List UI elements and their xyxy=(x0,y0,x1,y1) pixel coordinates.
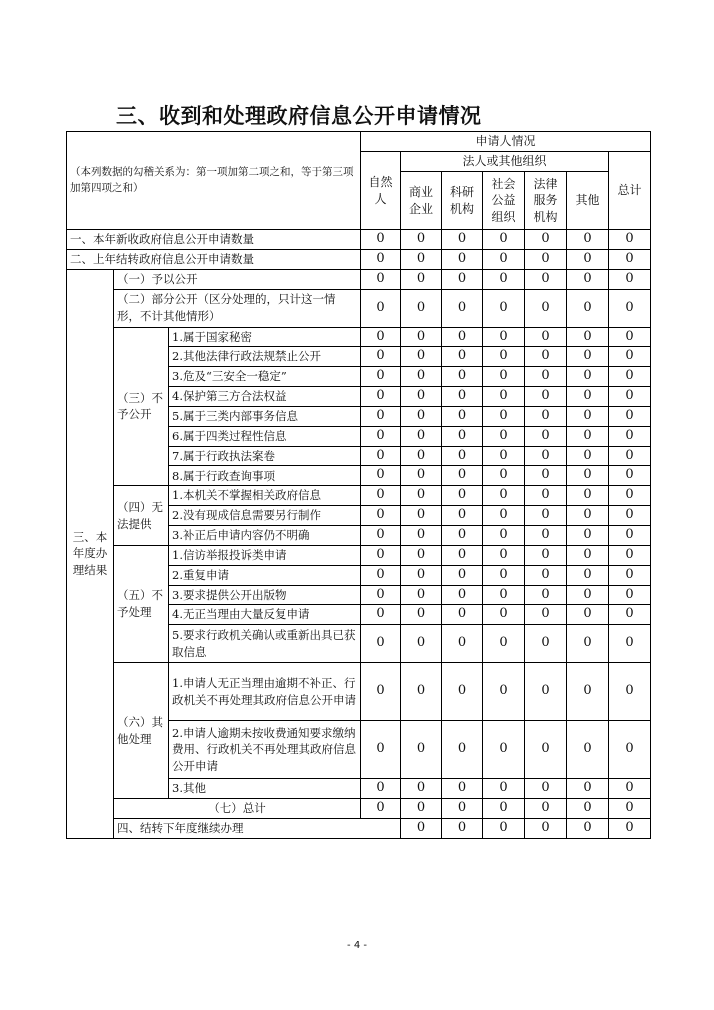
value-cell: 0 xyxy=(401,779,442,799)
header-total: 总计 xyxy=(609,152,651,230)
value-cell: 0 xyxy=(609,799,651,819)
value-cell: 0 xyxy=(483,230,525,250)
header-commercial: 商业企业 xyxy=(401,172,442,230)
value-cell: 0 xyxy=(525,466,567,486)
header-legal-service: 法律服务机构 xyxy=(525,172,567,230)
value-cell: 0 xyxy=(442,818,483,838)
table-row xyxy=(67,818,651,838)
value-cell: 0 xyxy=(361,406,401,426)
value-cell: 0 xyxy=(567,605,609,625)
value-cell: 0 xyxy=(401,347,442,367)
value-cell: 0 xyxy=(525,818,567,838)
value-cell: 0 xyxy=(525,347,567,367)
value-cell: 0 xyxy=(442,387,483,407)
value-cell: 0 xyxy=(361,721,401,779)
value-cell: 0 xyxy=(483,818,525,838)
value-cell: 0 xyxy=(609,387,651,407)
row-label: 4.无正当理由大量反复申请 xyxy=(169,605,361,625)
table-row xyxy=(67,269,651,289)
value-cell: 0 xyxy=(442,289,483,327)
value-cell: 0 xyxy=(525,406,567,426)
value-cell: 0 xyxy=(525,446,567,466)
value-cell: 0 xyxy=(525,367,567,387)
row-label: 1.信访举报投诉类申请 xyxy=(169,545,361,565)
table-row xyxy=(67,327,651,347)
value-cell: 0 xyxy=(442,605,483,625)
row-label: 6.属于四类过程性信息 xyxy=(169,426,361,446)
value-cell: 0 xyxy=(525,327,567,347)
value-cell: 0 xyxy=(442,230,483,250)
value-cell: 0 xyxy=(483,327,525,347)
value-cell: 0 xyxy=(401,625,442,663)
value-cell: 0 xyxy=(609,565,651,585)
value-cell: 0 xyxy=(609,721,651,779)
value-cell: 0 xyxy=(567,426,609,446)
value-cell: 0 xyxy=(609,625,651,663)
value-cell: 0 xyxy=(401,565,442,585)
value-cell: 0 xyxy=(567,367,609,387)
value-cell: 0 xyxy=(525,289,567,327)
value-cell: 0 xyxy=(567,818,609,838)
row-label: 四、结转下年度继续办理 xyxy=(114,818,401,838)
value-cell: 0 xyxy=(525,585,567,605)
value-cell: 0 xyxy=(483,565,525,585)
value-cell: 0 xyxy=(567,663,609,721)
value-cell: 0 xyxy=(567,446,609,466)
value-cell: 0 xyxy=(567,486,609,506)
value-cell: 0 xyxy=(401,721,442,779)
value-cell: 0 xyxy=(442,799,483,819)
value-cell: 0 xyxy=(361,367,401,387)
value-cell: 0 xyxy=(401,506,442,526)
value-cell: 0 xyxy=(525,721,567,779)
value-cell: 0 xyxy=(442,426,483,446)
value-cell: 0 xyxy=(567,230,609,250)
row-label: 1.本机关不掌握相关政府信息 xyxy=(169,486,361,506)
header-research: 科研机构 xyxy=(442,172,483,230)
value-cell: 0 xyxy=(401,406,442,426)
row-label: （二）部分公开（区分处理的，只计这一情形，不计其他情形） xyxy=(114,289,361,327)
value-cell: 0 xyxy=(609,249,651,269)
table-row xyxy=(67,545,651,565)
value-cell: 0 xyxy=(567,406,609,426)
value-cell: 0 xyxy=(401,799,442,819)
value-cell: 0 xyxy=(525,230,567,250)
value-cell: 0 xyxy=(401,367,442,387)
value-cell: 0 xyxy=(525,605,567,625)
value-cell: 0 xyxy=(609,663,651,721)
value-cell: 0 xyxy=(361,249,401,269)
value-cell: 0 xyxy=(609,426,651,446)
value-cell: 0 xyxy=(609,406,651,426)
value-cell: 0 xyxy=(401,663,442,721)
header-natural-person: 自然人 xyxy=(361,152,401,230)
value-cell: 0 xyxy=(442,721,483,779)
value-cell: 0 xyxy=(609,367,651,387)
value-cell: 0 xyxy=(401,446,442,466)
header-applicant: 申请人情况 xyxy=(361,132,651,152)
row-label: 1.申请人无正当理由逾期不补正、行政机关不再处理其政府信息公开申请 xyxy=(169,663,361,721)
value-cell: 0 xyxy=(361,466,401,486)
value-cell: 0 xyxy=(567,387,609,407)
value-cell: 0 xyxy=(567,347,609,367)
value-cell: 0 xyxy=(567,585,609,605)
value-cell: 0 xyxy=(483,426,525,446)
value-cell: 0 xyxy=(525,799,567,819)
value-cell: 0 xyxy=(442,625,483,663)
value-cell: 0 xyxy=(401,327,442,347)
value-cell: 0 xyxy=(483,799,525,819)
value-cell: 0 xyxy=(567,269,609,289)
value-cell: 0 xyxy=(483,406,525,426)
row-label: 1.属于国家秘密 xyxy=(169,327,361,347)
value-cell: 0 xyxy=(483,779,525,799)
value-cell: 0 xyxy=(525,486,567,506)
value-cell: 0 xyxy=(609,545,651,565)
row-label: 3.要求提供公开出版物 xyxy=(169,585,361,605)
value-cell: 0 xyxy=(361,663,401,721)
row-label: 5.要求行政机关确认或重新出具已获取信息 xyxy=(169,625,361,663)
value-cell: 0 xyxy=(609,506,651,526)
value-cell: 0 xyxy=(442,249,483,269)
page-number: - 4 - xyxy=(347,940,367,951)
value-cell: 0 xyxy=(442,565,483,585)
table-row xyxy=(67,663,651,721)
value-cell: 0 xyxy=(401,387,442,407)
group-label: （六）其他处理 xyxy=(114,663,169,799)
value-cell: 0 xyxy=(442,585,483,605)
value-cell: 0 xyxy=(609,327,651,347)
value-cell: 0 xyxy=(609,818,651,838)
value-cell: 0 xyxy=(609,486,651,506)
value-cell: 0 xyxy=(361,799,401,819)
page-title: 三、收到和处理政府信息公开申请情况 xyxy=(116,104,482,128)
row-label: 3.补正后申请内容仍不明确 xyxy=(169,525,361,545)
group-label: （四）无法提供 xyxy=(114,486,169,546)
value-cell: 0 xyxy=(483,289,525,327)
value-cell: 0 xyxy=(401,605,442,625)
value-cell: 0 xyxy=(361,565,401,585)
value-cell: 0 xyxy=(525,565,567,585)
value-cell: 0 xyxy=(525,269,567,289)
header-legal-group: 法人或其他组织 xyxy=(401,152,609,172)
value-cell: 0 xyxy=(361,426,401,446)
value-cell: 0 xyxy=(483,387,525,407)
value-cell: 0 xyxy=(401,426,442,446)
value-cell: 0 xyxy=(361,779,401,799)
value-cell: 0 xyxy=(442,347,483,367)
section-results-label: 三、本年度办理结果 xyxy=(67,269,114,838)
row-label: 5.属于三类内部事务信息 xyxy=(169,406,361,426)
value-cell: 0 xyxy=(567,545,609,565)
application-table xyxy=(66,131,651,839)
value-cell: 0 xyxy=(483,525,525,545)
value-cell: 0 xyxy=(401,466,442,486)
value-cell: 0 xyxy=(401,545,442,565)
row-label: 2.其他法律行政法规禁止公开 xyxy=(169,347,361,367)
row-label: 3.危及“三安全一稳定” xyxy=(169,367,361,387)
value-cell: 0 xyxy=(483,367,525,387)
value-cell: 0 xyxy=(442,406,483,426)
value-cell: 0 xyxy=(483,249,525,269)
value-cell: 0 xyxy=(361,289,401,327)
value-cell: 0 xyxy=(442,486,483,506)
value-cell: 0 xyxy=(361,525,401,545)
value-cell: 0 xyxy=(567,565,609,585)
row-label: 一、本年新收政府信息公开申请数量 xyxy=(67,230,361,250)
row-label: 4.保护第三方合法权益 xyxy=(169,387,361,407)
row-label: 二、上年结转政府信息公开申请数量 xyxy=(67,249,361,269)
value-cell: 0 xyxy=(442,779,483,799)
value-cell: 0 xyxy=(442,327,483,347)
header-social: 社会公益组织 xyxy=(483,172,525,230)
value-cell: 0 xyxy=(567,779,609,799)
value-cell: 0 xyxy=(609,347,651,367)
value-cell: 0 xyxy=(567,525,609,545)
value-cell: 0 xyxy=(361,545,401,565)
value-cell: 0 xyxy=(483,605,525,625)
value-cell: 0 xyxy=(401,230,442,250)
value-cell: 0 xyxy=(442,446,483,466)
value-cell: 0 xyxy=(567,249,609,269)
row-label: 8.属于行政查询事项 xyxy=(169,466,361,486)
value-cell: 0 xyxy=(361,347,401,367)
value-cell: 0 xyxy=(567,466,609,486)
value-cell: 0 xyxy=(442,663,483,721)
value-cell: 0 xyxy=(483,545,525,565)
value-cell: 0 xyxy=(401,269,442,289)
value-cell: 0 xyxy=(442,269,483,289)
value-cell: 0 xyxy=(442,466,483,486)
table-row xyxy=(67,230,651,250)
value-cell: 0 xyxy=(609,289,651,327)
table-row xyxy=(67,486,651,506)
value-cell: 0 xyxy=(401,249,442,269)
header-note: （本列数据的勾稽关系为：第一项加第二项之和，等于第三项加第四项之和） xyxy=(67,132,361,230)
value-cell: 0 xyxy=(361,605,401,625)
row-label: （一）予以公开 xyxy=(114,269,361,289)
value-cell: 0 xyxy=(401,486,442,506)
value-cell: 0 xyxy=(483,446,525,466)
value-cell: 0 xyxy=(442,506,483,526)
row-label: 2.申请人逾期未按收费通知要求缴纳费用、行政机关不再处理其政府信息公开申请 xyxy=(169,721,361,779)
value-cell: 0 xyxy=(609,779,651,799)
value-cell: 0 xyxy=(609,585,651,605)
table-row xyxy=(67,289,651,327)
table-row xyxy=(67,249,651,269)
value-cell: 0 xyxy=(525,779,567,799)
value-cell: 0 xyxy=(525,249,567,269)
row-label: 7.属于行政执法案卷 xyxy=(169,446,361,466)
value-cell: 0 xyxy=(567,799,609,819)
value-cell: 0 xyxy=(483,721,525,779)
value-cell: 0 xyxy=(567,506,609,526)
value-cell: 0 xyxy=(401,525,442,545)
value-cell: 0 xyxy=(361,269,401,289)
value-cell: 0 xyxy=(483,663,525,721)
value-cell: 0 xyxy=(525,426,567,446)
value-cell: 0 xyxy=(361,486,401,506)
value-cell: 0 xyxy=(483,506,525,526)
value-cell: 0 xyxy=(525,545,567,565)
group-label: （三）不予公开 xyxy=(114,327,169,486)
row-label: 2.重复申请 xyxy=(169,565,361,585)
value-cell: 0 xyxy=(361,446,401,466)
value-cell: 0 xyxy=(483,585,525,605)
value-cell: 0 xyxy=(609,525,651,545)
value-cell: 0 xyxy=(525,625,567,663)
value-cell: 0 xyxy=(567,721,609,779)
value-cell: 0 xyxy=(483,625,525,663)
value-cell: 0 xyxy=(401,289,442,327)
value-cell: 0 xyxy=(483,269,525,289)
row-label: 3.其他 xyxy=(169,779,361,799)
value-cell: 0 xyxy=(525,525,567,545)
value-cell: 0 xyxy=(442,525,483,545)
row-label: 2.没有现成信息需要另行制作 xyxy=(169,506,361,526)
value-cell: 0 xyxy=(361,506,401,526)
value-cell: 0 xyxy=(525,663,567,721)
value-cell: 0 xyxy=(525,387,567,407)
value-cell: 0 xyxy=(361,387,401,407)
value-cell: 0 xyxy=(442,545,483,565)
value-cell: 0 xyxy=(401,818,442,838)
value-cell: 0 xyxy=(361,230,401,250)
value-cell: 0 xyxy=(609,230,651,250)
value-cell: 0 xyxy=(609,466,651,486)
group-label: （五）不予处理 xyxy=(114,545,169,662)
value-cell: 0 xyxy=(361,585,401,605)
row-label: （七）总计 xyxy=(114,799,361,819)
value-cell: 0 xyxy=(483,347,525,367)
value-cell: 0 xyxy=(483,486,525,506)
value-cell: 0 xyxy=(609,446,651,466)
header-other: 其他 xyxy=(567,172,609,230)
value-cell: 0 xyxy=(361,625,401,663)
value-cell: 0 xyxy=(483,466,525,486)
value-cell: 0 xyxy=(567,625,609,663)
value-cell: 0 xyxy=(567,289,609,327)
value-cell: 0 xyxy=(609,269,651,289)
table-row xyxy=(67,799,651,819)
value-cell: 0 xyxy=(442,367,483,387)
value-cell: 0 xyxy=(525,506,567,526)
value-cell: 0 xyxy=(361,327,401,347)
value-cell: 0 xyxy=(401,585,442,605)
value-cell: 0 xyxy=(567,327,609,347)
value-cell: 0 xyxy=(609,605,651,625)
